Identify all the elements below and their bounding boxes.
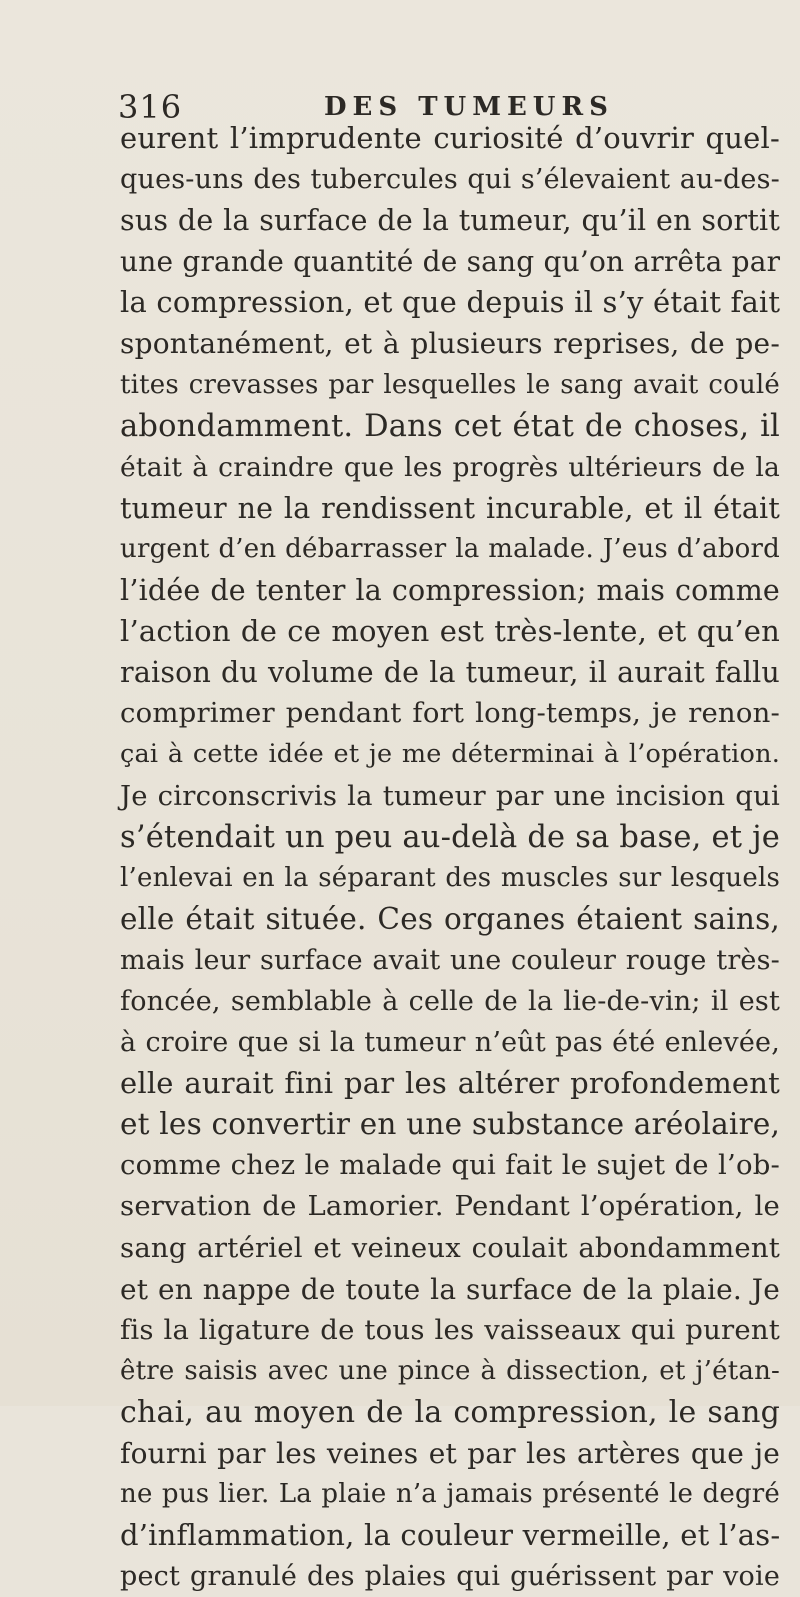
text-line: sus de la surface de la tumeur, qu’il en sortit bbox=[120, 204, 780, 238]
text-line: elle était située. Ces organes étaient sains, bbox=[120, 901, 780, 936]
text-line: l’idée de tenter la compression; mais comme bbox=[120, 574, 780, 608]
text-line: comprimer pendant fort long-temps, je renon- bbox=[120, 697, 780, 730]
text-line: foncée, semblable à celle de la lie-de-vin; il est bbox=[120, 985, 780, 1017]
page-number: 316 bbox=[118, 88, 183, 126]
text-line: comme chez le malade qui fait le sujet de l’ob- bbox=[120, 1149, 780, 1182]
text-line: la compression, et que depuis il s’y était fait bbox=[120, 285, 781, 320]
body-text bbox=[120, 118, 780, 1597]
text-line: être saisis avec une pince à dissection, et j’étan- bbox=[120, 1355, 780, 1386]
text-line: et en nappe de toute la surface de la plaie. Je bbox=[120, 1272, 780, 1306]
text-line: Je circonscrivis la tumeur par une incision qui bbox=[120, 779, 780, 812]
text-line: urgent d’en débarrasser la malade. J’eus d’abord bbox=[120, 533, 780, 564]
text-line: était à craindre que les progrès ultérieurs de la bbox=[120, 451, 780, 483]
text-line: elle aurait fini par les altérer profondement bbox=[120, 1066, 780, 1101]
text-line: pect granulé des plaies qui guérissent par voie bbox=[120, 1561, 780, 1593]
text-line: fourni par les veines et par les artères que je bbox=[120, 1437, 780, 1470]
text-line: tites crevasses par lesquelles le sang avait coulé bbox=[120, 369, 780, 400]
text-line: d’inflammation, la couleur vermeille, et l’as- bbox=[120, 1518, 781, 1553]
text-line: s’étendait un peu au-delà de sa base, et je bbox=[120, 819, 780, 855]
text-line: l’action de ce moyen est très-lente, et qu’en bbox=[120, 614, 780, 649]
text-line: sang artériel et veineux coulait abondamment bbox=[120, 1231, 780, 1264]
text-line: une grande quantité de sang qu’on arrêta par bbox=[120, 245, 781, 279]
text-line: abondamment. Dans cet état de choses, il bbox=[120, 408, 780, 444]
text-line: raison du volume de la tumeur, il aurait fallu bbox=[120, 656, 780, 690]
text-line: eurent l’imprudente curiosité d’ouvrir quel- bbox=[120, 121, 780, 155]
text-line: ques-uns des tubercules qui s’élevaient au-des- bbox=[120, 164, 780, 196]
text-line: fis la ligature de tous les vaisseaux qui purent bbox=[120, 1313, 780, 1346]
text-line: et les convertir en une substance aréolaire, bbox=[120, 1107, 781, 1142]
text-line: tumeur ne la rendissent incurable, et il était bbox=[120, 491, 780, 525]
text-line: mais leur surface avait une couleur rouge très- bbox=[120, 944, 780, 976]
text-line: à croire que si la tumeur n’eût pas été enlevée, bbox=[120, 1027, 780, 1059]
text-line: spontanément, et à plusieurs reprises, de pe- bbox=[120, 327, 780, 361]
running-head: DES TUMEURS bbox=[324, 92, 614, 122]
text-line: l’enlevai en la séparant des muscles sur lesquels bbox=[120, 862, 780, 893]
text-line: chai, au moyen de la compression, le sang bbox=[120, 1394, 780, 1430]
text-line: servation de Lamorier. Pendant l’opération, le bbox=[120, 1190, 780, 1223]
text-line: çai à cette idée et je me déterminai à l’opération. bbox=[120, 739, 780, 770]
text-line: ne pus lier. La plaie n’a jamais présenté le degré bbox=[120, 1479, 780, 1510]
